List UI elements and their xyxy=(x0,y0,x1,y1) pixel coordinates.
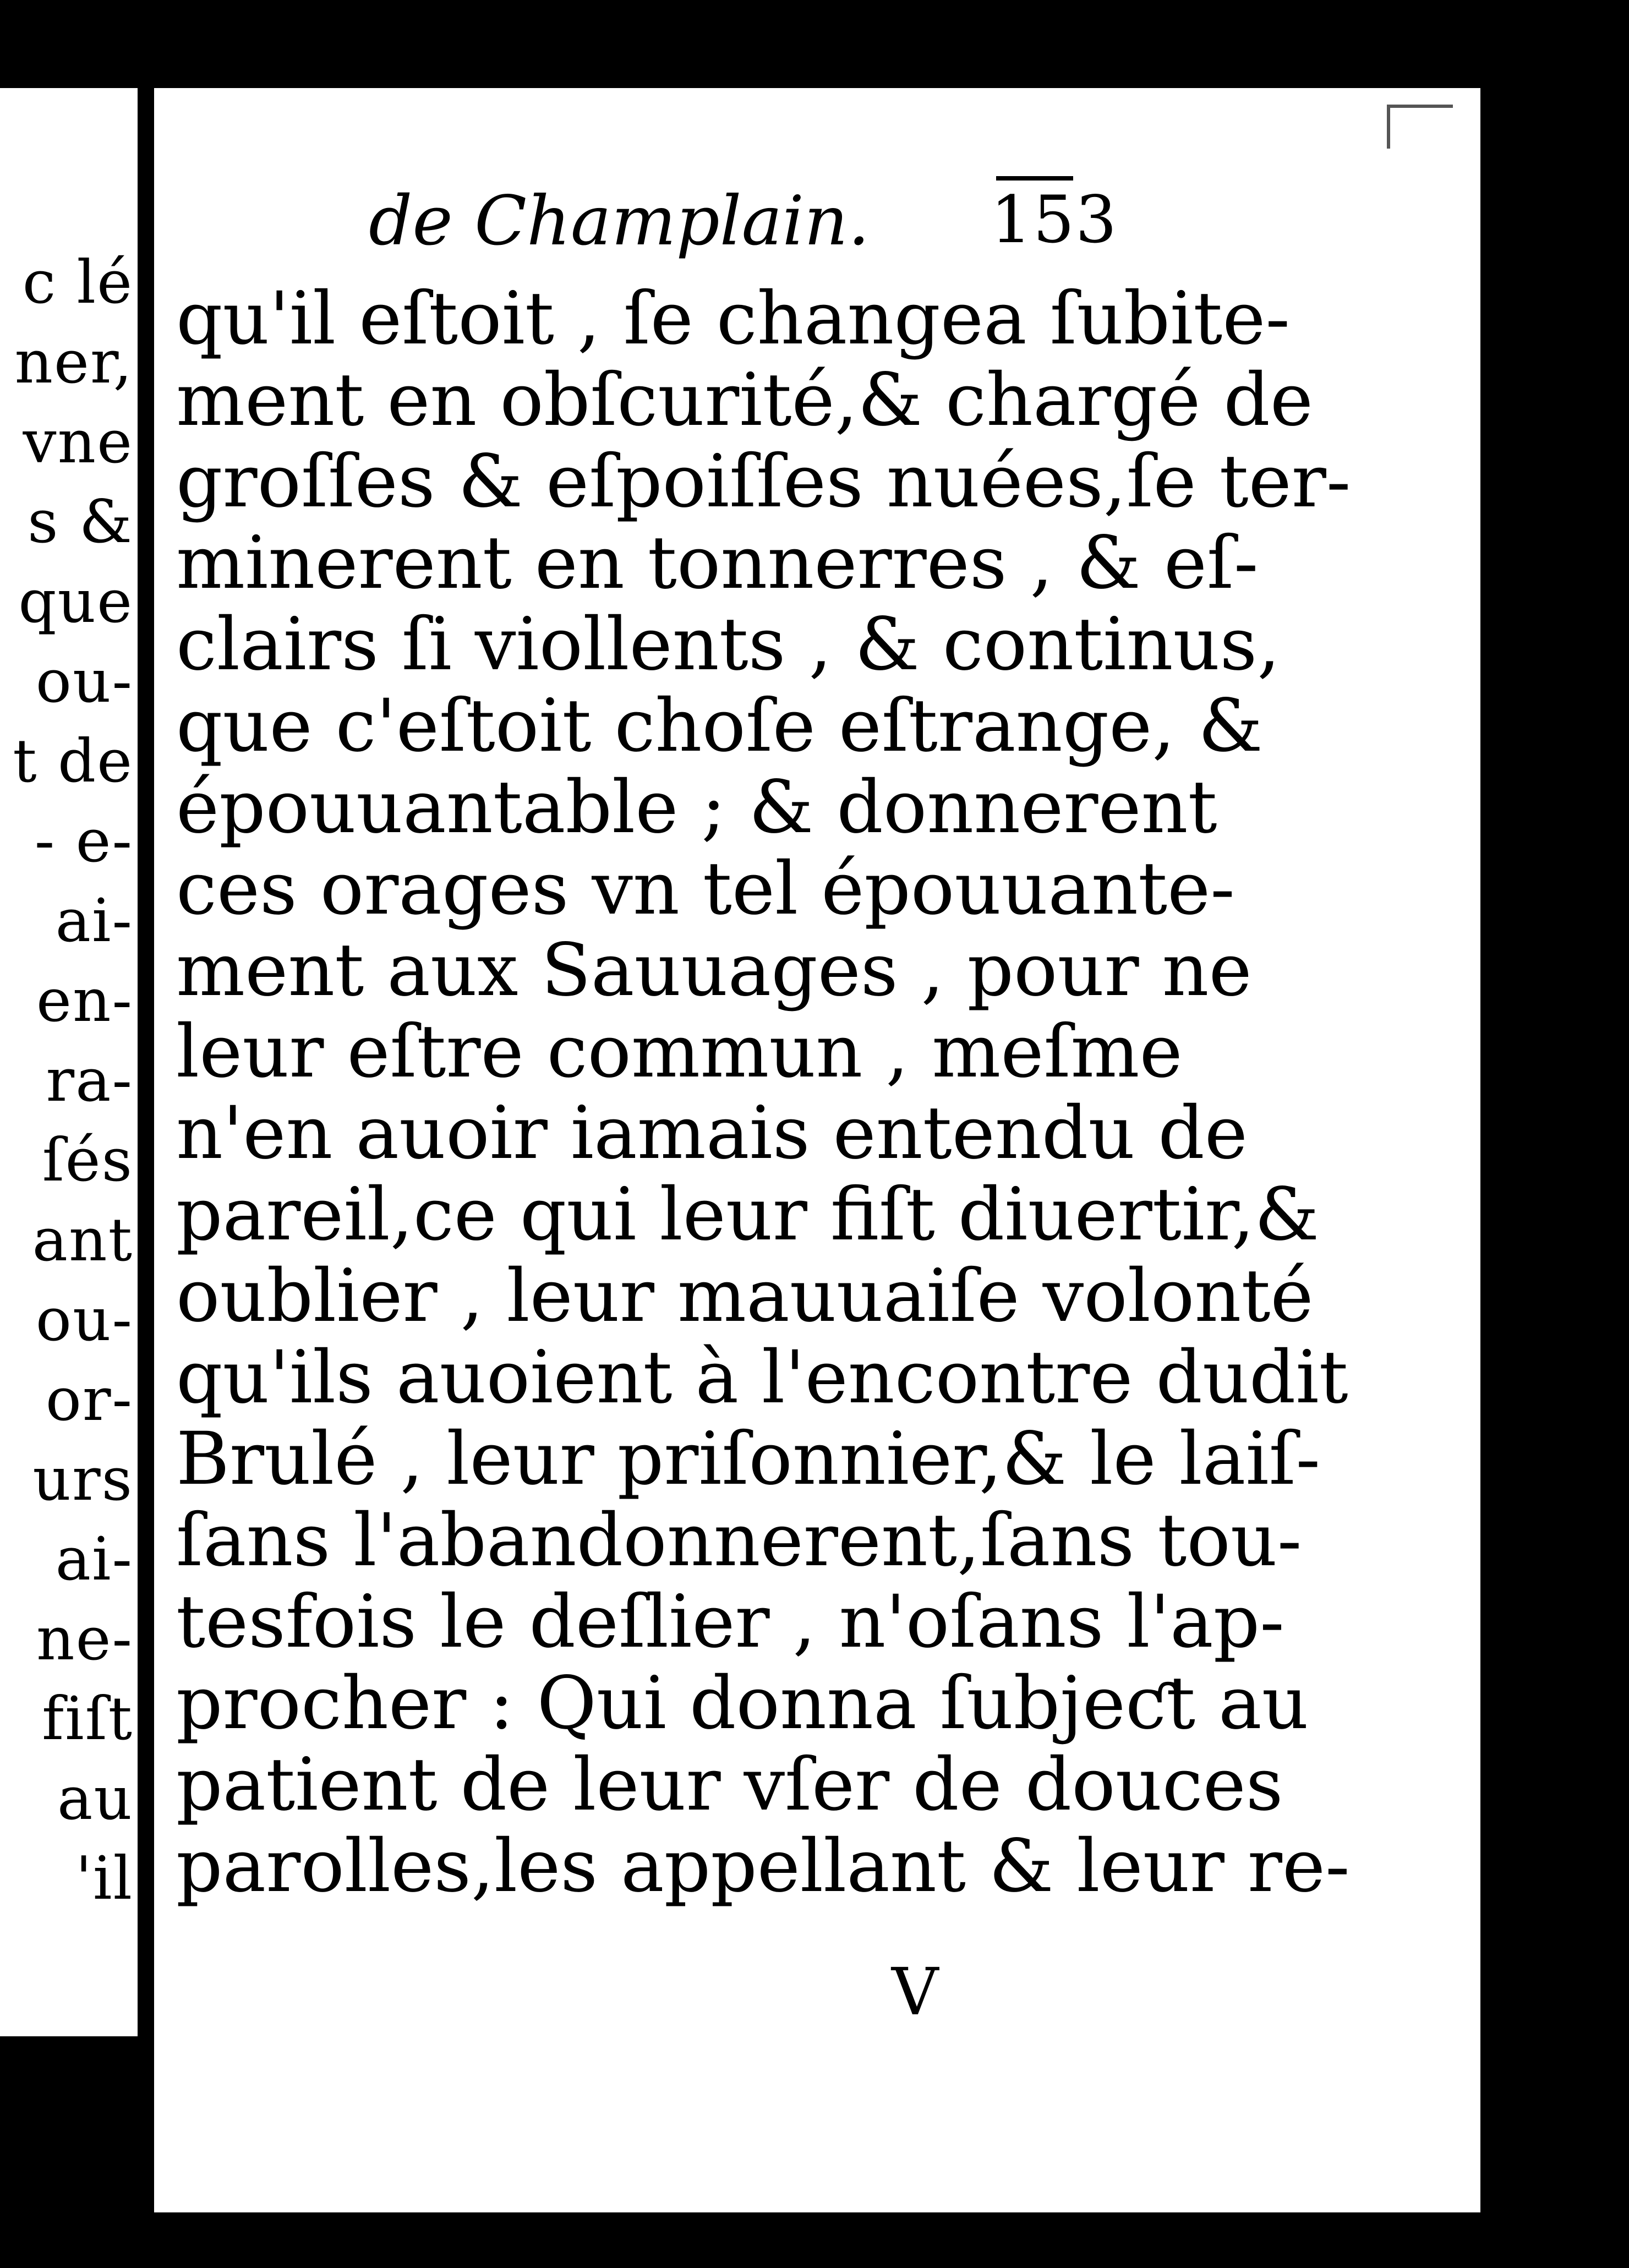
facing-fragment: 'il xyxy=(75,1844,133,1913)
facing-fragment: ne- xyxy=(36,1605,133,1674)
text-line: qu'ils auoient à l'encontre dudit xyxy=(176,1335,1348,1420)
corner-crop-mark xyxy=(1387,105,1453,108)
facing-fragment: s & xyxy=(28,488,133,556)
text-line: n'en auoir iamais entendu de xyxy=(176,1091,1248,1176)
text-line: groſſes & eſpoiſſes nuées,ſe ter- xyxy=(176,439,1351,524)
facing-page-edge xyxy=(0,88,138,2036)
book-page xyxy=(154,88,1480,2212)
facing-fragment: c lé xyxy=(22,248,133,317)
text-line: ces orages vn tel épouuante- xyxy=(176,846,1235,931)
facing-fragment: ou- xyxy=(35,1286,133,1354)
text-line: parolles,les appellant & leur re- xyxy=(176,1824,1350,1909)
signature-mark: V xyxy=(892,1954,939,2030)
running-head: de Champlain. xyxy=(369,182,870,261)
facing-fragment: vne xyxy=(23,408,133,477)
facing-fragment: - e- xyxy=(34,807,133,876)
facing-fragment: fiſt xyxy=(42,1685,133,1753)
facing-fragment: ai- xyxy=(55,1525,133,1594)
text-line: ment aux Sauuages , pour ne xyxy=(176,928,1252,1013)
text-line: clairs ſi viollents , & continus, xyxy=(176,602,1281,687)
corner-crop-mark xyxy=(1387,105,1390,149)
text-line: patient de leur vſer de douces xyxy=(176,1742,1283,1827)
facing-fragment: que xyxy=(18,567,133,636)
page-number: 153 xyxy=(991,182,1118,258)
text-line: tesfois le deſlier , n'oſans l'ap- xyxy=(176,1580,1284,1664)
text-line: épouuantable ; & donnerent xyxy=(176,765,1217,850)
folio-rule xyxy=(996,176,1073,181)
text-line: que c'eſtoit choſe eſtrange, & xyxy=(176,684,1263,768)
facing-fragment: or- xyxy=(45,1365,133,1434)
text-line: procher : Qui donna ſubjeƈt au xyxy=(176,1661,1309,1746)
facing-fragment: ſés xyxy=(42,1126,133,1195)
facing-fragment: au xyxy=(57,1764,133,1833)
text-line: pareil,ce qui leur fiſt diuertir,& xyxy=(176,1172,1320,1257)
facing-fragment: ner, xyxy=(14,328,133,397)
text-line: qu'il eſtoit , ſe changea ſubite- xyxy=(176,276,1291,361)
text-line: minerent en tonnerres , & eſ- xyxy=(176,521,1259,605)
text-line: leur eſtre commun , meſme xyxy=(176,1009,1183,1094)
facing-fragment: t de xyxy=(13,727,133,796)
body-text xyxy=(176,276,1351,1909)
facing-fragment: ai- xyxy=(55,887,133,955)
facing-fragment: urs xyxy=(32,1445,133,1514)
facing-fragment: ou- xyxy=(35,647,133,716)
facing-fragment: ant xyxy=(32,1206,133,1275)
text-line: ſans l'abandonnerent,ſans tou- xyxy=(176,1498,1302,1583)
text-line: oublier , leur mauuaiſe volonté xyxy=(176,1254,1314,1338)
facing-fragment: ra- xyxy=(46,1046,133,1115)
text-line: ment en obſcurité,& chargé de xyxy=(176,358,1313,442)
text-line: Brulé , leur priſonnier,& le laiſ- xyxy=(176,1417,1321,1501)
facing-fragment: en- xyxy=(36,966,133,1035)
